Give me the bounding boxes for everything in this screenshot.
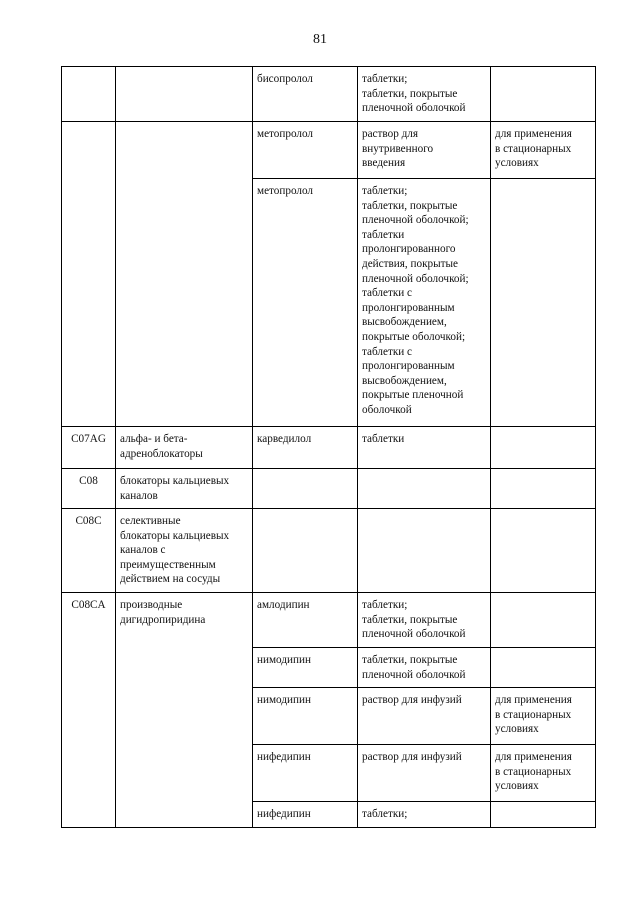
table-row [62, 593, 596, 648]
group-cell [116, 122, 253, 427]
group-cell: селективные блокаторы кальциевых каналов с преимущественным действием на сосуды [116, 509, 253, 593]
drug-name-cell: метопролол [253, 122, 358, 179]
dosage-form-cell [358, 469, 491, 509]
note-cell [491, 648, 596, 688]
drug-name-cell: метопролол [253, 179, 358, 427]
drug-name-cell: нимодипин [253, 688, 358, 745]
atc-code-cell: C08CA [62, 593, 116, 828]
drug-name-cell: нимодипин [253, 648, 358, 688]
drug-name-cell: карведилол [253, 427, 358, 469]
table-row [62, 509, 596, 593]
atc-code-cell [62, 67, 116, 122]
drug-name-cell [253, 469, 358, 509]
drug-name-cell: нифедипин [253, 802, 358, 828]
drug-name-cell: нифедипин [253, 745, 358, 802]
note-cell [491, 427, 596, 469]
dosage-form-cell: таблетки; [358, 802, 491, 828]
dosage-form-cell [358, 509, 491, 593]
atc-code-cell [62, 122, 116, 427]
note-cell: для применения в стационарных условиях [491, 122, 596, 179]
table-row [62, 122, 596, 179]
dosage-form-cell: таблетки, покрытые пленочной оболочкой [358, 648, 491, 688]
drug-name-cell: бисопролол [253, 67, 358, 122]
note-cell [491, 179, 596, 427]
note-cell [491, 593, 596, 648]
table-row [62, 67, 596, 122]
dosage-form-cell: таблетки; таблетки, покрытые пленочной оболочкой; таблетки пролонгированного действия, покрытые пленочной оболочкой; таблетки с пролонгированным высвобождением, покрытые оболочкой; таблетки с пролонгированным высвобождением, покрытые пленочной оболочкой [358, 179, 491, 427]
group-cell: блокаторы кальциевых каналов [116, 469, 253, 509]
group-cell [116, 67, 253, 122]
dosage-form-cell: раствор для инфузий [358, 745, 491, 802]
note-cell [491, 67, 596, 122]
note-cell [491, 509, 596, 593]
note-cell: для применения в стационарных условиях [491, 688, 596, 745]
dosage-form-cell: таблетки; таблетки, покрытые пленочной оболочкой [358, 593, 491, 648]
dosage-form-cell: раствор для инфузий [358, 688, 491, 745]
note-cell [491, 469, 596, 509]
dosage-form-cell: таблетки [358, 427, 491, 469]
atc-code-cell: C08 [62, 469, 116, 509]
table-row [62, 469, 596, 509]
drug-name-cell: амлодипин [253, 593, 358, 648]
atc-code-cell: C08C [62, 509, 116, 593]
group-cell: производные дигидропиридина [116, 593, 253, 828]
atc-code-cell: C07AG [62, 427, 116, 469]
note-cell: для применения в стационарных условиях [491, 745, 596, 802]
table-row [62, 427, 596, 469]
drug-table [61, 66, 596, 828]
dosage-form-cell: раствор для внутривенного введения [358, 122, 491, 179]
note-cell [491, 802, 596, 828]
drug-name-cell [253, 509, 358, 593]
dosage-form-cell: таблетки; таблетки, покрытые пленочной оболочкой [358, 67, 491, 122]
group-cell: альфа- и бета- адреноблокаторы [116, 427, 253, 469]
page-number: 81 [313, 32, 327, 47]
